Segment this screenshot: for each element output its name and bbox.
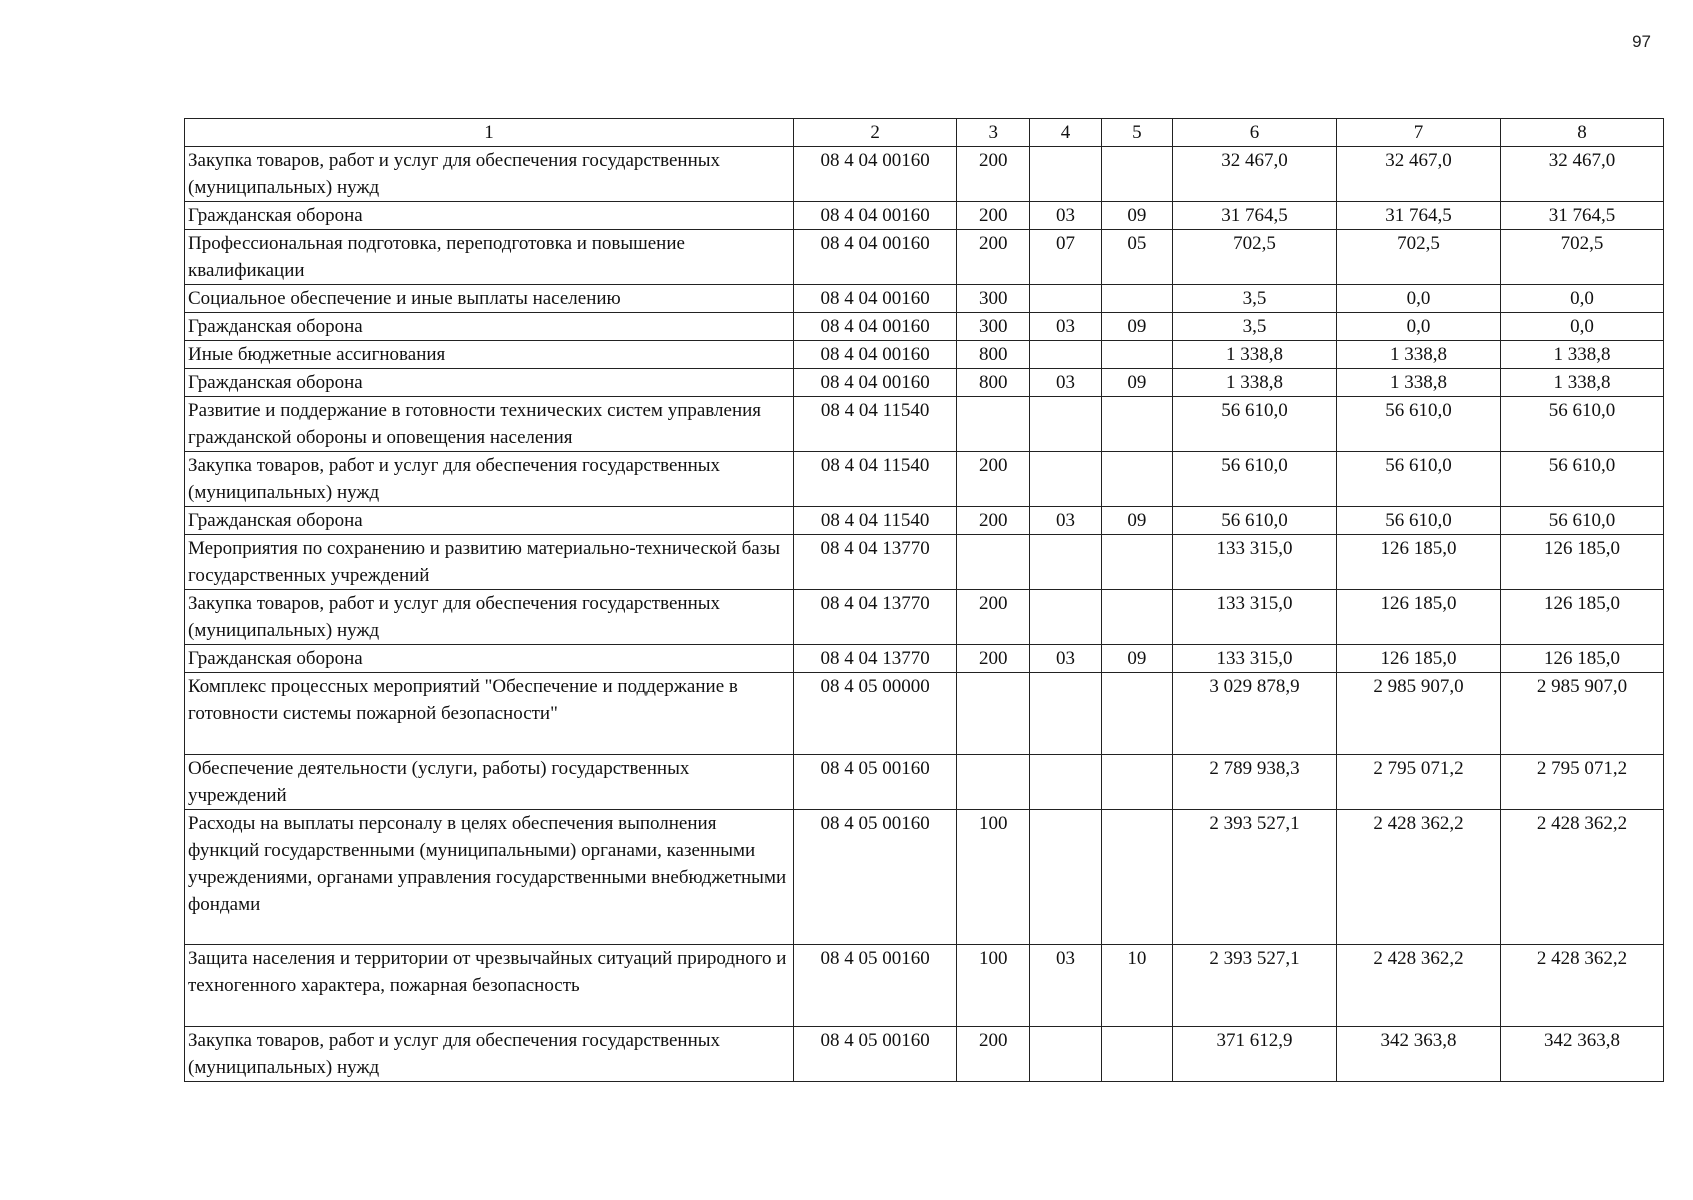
expense-type-cell: 300 (957, 313, 1030, 341)
section-cell (1030, 285, 1101, 313)
amount-col7-cell: 0,0 (1336, 285, 1500, 313)
expense-type-cell (957, 535, 1030, 590)
target-article-cell: 08 4 04 11540 (794, 397, 957, 452)
amount-col8-cell: 126 185,0 (1500, 590, 1663, 645)
table-row (185, 285, 1664, 313)
table-row (185, 507, 1664, 535)
amount-col6-cell: 133 315,0 (1173, 590, 1337, 645)
amount-col8-cell: 126 185,0 (1500, 535, 1663, 590)
amount-col8-cell: 342 363,8 (1500, 1027, 1663, 1082)
section-cell (1030, 535, 1101, 590)
subsection-cell: 09 (1101, 645, 1172, 673)
amount-col6-cell: 371 612,9 (1173, 1027, 1337, 1082)
amount-col6-cell: 1 338,8 (1173, 369, 1337, 397)
expense-type-cell: 200 (957, 507, 1030, 535)
section-cell: 03 (1030, 202, 1101, 230)
amount-col6-cell: 133 315,0 (1173, 645, 1337, 673)
amount-col6-cell: 3,5 (1173, 313, 1337, 341)
target-article-cell: 08 4 04 11540 (794, 452, 957, 507)
amount-col6-cell: 2 789 938,3 (1173, 755, 1337, 810)
amount-col8-cell: 0,0 (1500, 313, 1663, 341)
item-name-cell: Защита населения и территории от чрезвычайных ситуаций природного и техногенного характера, пожарная безопасность (185, 945, 794, 1027)
item-name-cell: Гражданская оборона (185, 369, 794, 397)
amount-col6-cell: 702,5 (1173, 230, 1337, 285)
table-row (185, 369, 1664, 397)
item-name-cell: Комплекс процессных мероприятий "Обеспечение и поддержание в готовности системы пожарной безопасности" (185, 673, 794, 755)
amount-col8-cell: 1 338,8 (1500, 369, 1663, 397)
target-article-cell: 08 4 04 11540 (794, 507, 957, 535)
item-name-cell: Профессиональная подготовка, переподготовка и повышение квалификации (185, 230, 794, 285)
amount-col8-cell: 2 795 071,2 (1500, 755, 1663, 810)
expense-type-cell: 200 (957, 230, 1030, 285)
expense-type-cell: 200 (957, 645, 1030, 673)
subsection-cell: 10 (1101, 945, 1172, 1027)
target-article-cell: 08 4 05 00160 (794, 945, 957, 1027)
expense-type-cell (957, 397, 1030, 452)
amount-col8-cell: 31 764,5 (1500, 202, 1663, 230)
section-cell: 03 (1030, 313, 1101, 341)
amount-col7-cell: 2 985 907,0 (1336, 673, 1500, 755)
table-row (185, 202, 1664, 230)
item-name-cell: Гражданская оборона (185, 645, 794, 673)
expense-type-cell (957, 673, 1030, 755)
section-cell (1030, 673, 1101, 755)
table-row (185, 230, 1664, 285)
amount-col8-cell: 32 467,0 (1500, 147, 1663, 202)
target-article-cell: 08 4 04 13770 (794, 590, 957, 645)
section-cell: 03 (1030, 507, 1101, 535)
section-cell (1030, 755, 1101, 810)
item-name-cell: Гражданская оборона (185, 313, 794, 341)
amount-col8-cell: 0,0 (1500, 285, 1663, 313)
subsection-cell (1101, 1027, 1172, 1082)
table-row (185, 810, 1664, 945)
expense-type-cell: 800 (957, 369, 1030, 397)
target-article-cell: 08 4 04 13770 (794, 645, 957, 673)
amount-col7-cell: 31 764,5 (1336, 202, 1500, 230)
expense-type-cell: 200 (957, 1027, 1030, 1082)
header-cell-5: 5 (1101, 119, 1172, 147)
amount-col6-cell: 56 610,0 (1173, 507, 1337, 535)
item-name-cell: Закупка товаров, работ и услуг для обеспечения государственных (муниципальных) нужд (185, 590, 794, 645)
table-row (185, 590, 1664, 645)
item-name-cell: Закупка товаров, работ и услуг для обеспечения государственных (муниципальных) нужд (185, 452, 794, 507)
item-name-cell: Социальное обеспечение и иные выплаты населению (185, 285, 794, 313)
item-name-cell: Гражданская оборона (185, 202, 794, 230)
amount-col6-cell: 2 393 527,1 (1173, 945, 1337, 1027)
table-row (185, 452, 1664, 507)
amount-col7-cell: 2 428 362,2 (1336, 945, 1500, 1027)
table-row (185, 397, 1664, 452)
table-row (185, 535, 1664, 590)
amount-col6-cell: 3 029 878,9 (1173, 673, 1337, 755)
target-article-cell: 08 4 05 00160 (794, 755, 957, 810)
section-cell (1030, 590, 1101, 645)
amount-col7-cell: 32 467,0 (1336, 147, 1500, 202)
expense-type-cell: 200 (957, 452, 1030, 507)
budget-table (184, 118, 1664, 1082)
amount-col6-cell: 56 610,0 (1173, 397, 1337, 452)
amount-col8-cell: 56 610,0 (1500, 507, 1663, 535)
target-article-cell: 08 4 04 00160 (794, 285, 957, 313)
amount-col7-cell: 2 428 362,2 (1336, 810, 1500, 945)
subsection-cell: 09 (1101, 507, 1172, 535)
header-row (185, 119, 1664, 147)
header-cell-3: 3 (957, 119, 1030, 147)
section-cell: 07 (1030, 230, 1101, 285)
item-name-cell: Расходы на выплаты персоналу в целях обеспечения выполнения функций государственными (муниципальными) органами, казенными учреждениями, органами управления государственными внебюджетными фондами (185, 810, 794, 945)
amount-col7-cell: 126 185,0 (1336, 590, 1500, 645)
expense-type-cell (957, 755, 1030, 810)
expense-type-cell: 100 (957, 810, 1030, 945)
amount-col8-cell: 2 428 362,2 (1500, 810, 1663, 945)
amount-col8-cell: 126 185,0 (1500, 645, 1663, 673)
amount-col7-cell: 56 610,0 (1336, 452, 1500, 507)
subsection-cell (1101, 810, 1172, 945)
header-cell-8: 8 (1500, 119, 1663, 147)
expense-type-cell: 800 (957, 341, 1030, 369)
expense-type-cell: 200 (957, 590, 1030, 645)
subsection-cell: 09 (1101, 313, 1172, 341)
subsection-cell (1101, 535, 1172, 590)
header-cell-2: 2 (794, 119, 957, 147)
amount-col7-cell: 1 338,8 (1336, 369, 1500, 397)
target-article-cell: 08 4 05 00160 (794, 1027, 957, 1082)
table-header (185, 119, 1664, 147)
target-article-cell: 08 4 04 00160 (794, 230, 957, 285)
section-cell (1030, 810, 1101, 945)
amount-col7-cell: 702,5 (1336, 230, 1500, 285)
subsection-cell (1101, 397, 1172, 452)
target-article-cell: 08 4 04 00160 (794, 341, 957, 369)
page-number: 97 (1632, 32, 1651, 51)
target-article-cell: 08 4 04 00160 (794, 313, 957, 341)
header-cell-6: 6 (1173, 119, 1337, 147)
subsection-cell (1101, 590, 1172, 645)
table-row (185, 645, 1664, 673)
target-article-cell: 08 4 05 00000 (794, 673, 957, 755)
table-row (185, 313, 1664, 341)
amount-col8-cell: 2 985 907,0 (1500, 673, 1663, 755)
header-cell-1: 1 (185, 119, 794, 147)
amount-col6-cell: 1 338,8 (1173, 341, 1337, 369)
table-row (185, 147, 1664, 202)
header-cell-7: 7 (1336, 119, 1500, 147)
item-name-cell: Закупка товаров, работ и услуг для обеспечения государственных (муниципальных) нужд (185, 147, 794, 202)
section-cell: 03 (1030, 645, 1101, 673)
subsection-cell (1101, 452, 1172, 507)
amount-col6-cell: 3,5 (1173, 285, 1337, 313)
section-cell (1030, 397, 1101, 452)
item-name-cell: Мероприятия по сохранению и развитию материально-технической базы государственных учреждений (185, 535, 794, 590)
expense-type-cell: 300 (957, 285, 1030, 313)
subsection-cell (1101, 285, 1172, 313)
amount-col6-cell: 56 610,0 (1173, 452, 1337, 507)
amount-col7-cell: 126 185,0 (1336, 535, 1500, 590)
expense-type-cell: 200 (957, 202, 1030, 230)
subsection-cell (1101, 673, 1172, 755)
target-article-cell: 08 4 04 13770 (794, 535, 957, 590)
section-cell (1030, 452, 1101, 507)
subsection-cell: 05 (1101, 230, 1172, 285)
amount-col8-cell: 1 338,8 (1500, 341, 1663, 369)
section-cell (1030, 147, 1101, 202)
amount-col8-cell: 702,5 (1500, 230, 1663, 285)
amount-col7-cell: 1 338,8 (1336, 341, 1500, 369)
amount-col7-cell: 342 363,8 (1336, 1027, 1500, 1082)
table-row (185, 673, 1664, 755)
item-name-cell: Обеспечение деятельности (услуги, работы) государственных учреждений (185, 755, 794, 810)
amount-col7-cell: 0,0 (1336, 313, 1500, 341)
item-name-cell: Закупка товаров, работ и услуг для обеспечения государственных (муниципальных) нужд (185, 1027, 794, 1082)
target-article-cell: 08 4 04 00160 (794, 202, 957, 230)
amount-col8-cell: 56 610,0 (1500, 397, 1663, 452)
subsection-cell (1101, 147, 1172, 202)
section-cell (1030, 1027, 1101, 1082)
header-cell-4: 4 (1030, 119, 1101, 147)
subsection-cell: 09 (1101, 369, 1172, 397)
section-cell: 03 (1030, 369, 1101, 397)
amount-col6-cell: 133 315,0 (1173, 535, 1337, 590)
amount-col7-cell: 126 185,0 (1336, 645, 1500, 673)
amount-col7-cell: 2 795 071,2 (1336, 755, 1500, 810)
table-row (185, 341, 1664, 369)
table-row (185, 755, 1664, 810)
amount-col6-cell: 31 764,5 (1173, 202, 1337, 230)
target-article-cell: 08 4 05 00160 (794, 810, 957, 945)
subsection-cell (1101, 341, 1172, 369)
target-article-cell: 08 4 04 00160 (794, 369, 957, 397)
table-body (185, 147, 1664, 1082)
expense-type-cell: 100 (957, 945, 1030, 1027)
amount-col6-cell: 2 393 527,1 (1173, 810, 1337, 945)
item-name-cell: Развитие и поддержание в готовности технических систем управления гражданской обороны и оповещения населения (185, 397, 794, 452)
table-row (185, 1027, 1664, 1082)
amount-col8-cell: 56 610,0 (1500, 452, 1663, 507)
item-name-cell: Иные бюджетные ассигнования (185, 341, 794, 369)
subsection-cell (1101, 755, 1172, 810)
target-article-cell: 08 4 04 00160 (794, 147, 957, 202)
section-cell: 03 (1030, 945, 1101, 1027)
amount-col7-cell: 56 610,0 (1336, 507, 1500, 535)
subsection-cell: 09 (1101, 202, 1172, 230)
table-row (185, 945, 1664, 1027)
amount-col8-cell: 2 428 362,2 (1500, 945, 1663, 1027)
amount-col6-cell: 32 467,0 (1173, 147, 1337, 202)
expense-type-cell: 200 (957, 147, 1030, 202)
amount-col7-cell: 56 610,0 (1336, 397, 1500, 452)
item-name-cell: Гражданская оборона (185, 507, 794, 535)
section-cell (1030, 341, 1101, 369)
